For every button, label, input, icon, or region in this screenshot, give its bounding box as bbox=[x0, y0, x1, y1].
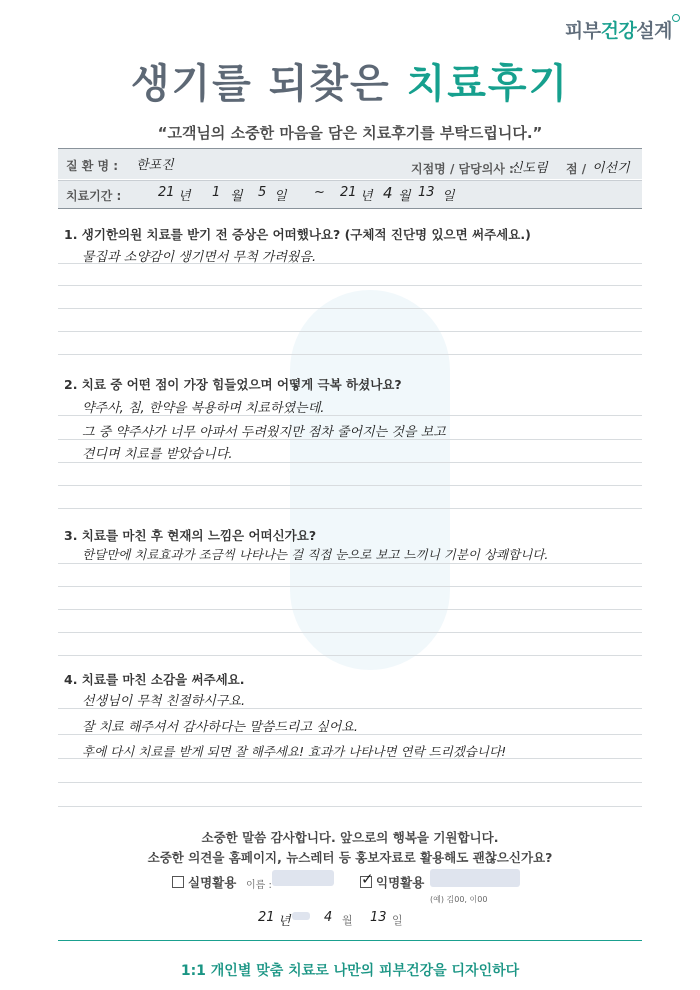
question-1-label: 1. 생기한의원 치료를 받기 전 증상은 어떠했나요? (구체적 진단명 있으면 써주세요.) bbox=[64, 227, 531, 242]
question-2-label: 2. 치료 중 어떤 점이 가장 힘들었으며 어떻게 극복 하셨나요? bbox=[64, 377, 402, 392]
name-field-redacted bbox=[272, 870, 334, 886]
period-end-day-unit: 일 bbox=[442, 189, 455, 204]
branch-value: 신도림 bbox=[510, 161, 548, 176]
page-subtitle: “고객님의 소중한 마음을 담은 치료후기를 부탁드립니다.” bbox=[157, 124, 543, 142]
footer-slogan: 1:1 개인별 맞춤 치료로 나만의 피부건강을 디자인하다 bbox=[180, 963, 520, 979]
period-start-day-unit: 일 bbox=[274, 189, 287, 204]
brand-logo: 피부건강설계 bbox=[564, 20, 672, 42]
anonymous-example: (예) 김00, 이00 bbox=[430, 895, 488, 904]
disease-value: 한포진 bbox=[136, 158, 174, 173]
sign-month: 4 bbox=[324, 910, 333, 925]
question-2-answer-line-1: 약주사, 침, 한약을 복용하며 치료하였는데. bbox=[82, 401, 325, 416]
sign-month-unit: 월 bbox=[342, 914, 353, 927]
period-end-year: 21 bbox=[340, 185, 357, 200]
question-2-answer-line-2: 그 중 약주사가 너무 아파서 두려웠지만 점차 줄어지는 것을 보고 bbox=[82, 425, 446, 440]
period-end-day: 13 bbox=[418, 185, 435, 200]
disease-label: 질 환 명 : bbox=[66, 159, 119, 173]
real-name-option[interactable]: 실명활용 bbox=[172, 873, 236, 891]
period-label: 치료기간 : bbox=[66, 189, 122, 203]
thanks-line-1: 소중한 말씀 감사합니다. 앞으로의 행복을 기원합니다. bbox=[201, 830, 499, 845]
sign-day-unit: 일 bbox=[392, 914, 403, 927]
branch-suffix: 점 / bbox=[566, 162, 587, 176]
question-3-label: 3. 치료를 마친 후 현재의 느낌은 어떠신가요? bbox=[64, 528, 317, 543]
period-start-day: 5 bbox=[258, 185, 267, 200]
background-watermark bbox=[290, 290, 450, 670]
brand-dot-icon bbox=[672, 14, 680, 22]
anonymous-option[interactable]: ✓ 익명활용 bbox=[360, 873, 424, 891]
period-start-month-unit: 월 bbox=[230, 189, 243, 204]
period-end-month: 4 bbox=[383, 184, 393, 202]
branch-label: 지점명 / 담당의사 : bbox=[411, 162, 514, 176]
page-title: 생기를 되찾은 치료후기 bbox=[130, 61, 570, 107]
period-start-year: 21 bbox=[158, 185, 175, 200]
question-3-answer-line-1: 한달만에 치료효과가 조금씩 나타나는 걸 직접 눈으로 보고 느끼니 기분이 상쾌합니다. bbox=[82, 547, 549, 562]
period-end-month-unit: 월 bbox=[398, 189, 411, 204]
question-4-answer-line-2: 잘 치료 해주셔서 감사하다는 말씀드리고 싶어요. bbox=[82, 720, 358, 735]
header-bottom-border bbox=[58, 208, 642, 209]
footer-divider bbox=[58, 940, 642, 941]
period-separator: ~ bbox=[314, 185, 325, 200]
period-start-month: 1 bbox=[212, 185, 221, 200]
sign-year-unit: 년 bbox=[278, 914, 291, 929]
sign-day: 13 bbox=[370, 910, 387, 925]
anonymous-field-redacted bbox=[430, 869, 520, 887]
question-4-answer-line-3: 후에 다시 치료를 받게 되면 잘 해주세요! 효과가 나타나면 연락 드리겠습니다! bbox=[82, 744, 507, 759]
name-field-label: 이름 : bbox=[246, 880, 272, 891]
question-1-answer-line-1: 물집과 소양감이 생기면서 무척 가려웠음. bbox=[82, 250, 317, 265]
sign-year: 21 bbox=[258, 910, 275, 925]
question-4-answer-line-1: 선생님이 무척 친절하시구요. bbox=[82, 694, 246, 709]
question-2-answer-line-3: 견디며 치료를 받았습니다. bbox=[82, 447, 233, 462]
anonymous-checkbox-checked[interactable] bbox=[360, 876, 372, 888]
real-name-checkbox[interactable] bbox=[172, 876, 184, 888]
sign-year-redacted bbox=[292, 912, 310, 920]
thanks-line-2: 소중한 의견을 홈페이지, 뉴스레터 등 홍보자료로 활용해도 괜찮으신가요? bbox=[147, 850, 553, 865]
question-4-label: 4. 치료를 마친 소감을 써주세요. bbox=[64, 672, 245, 687]
doctor-value: 이선기 bbox=[592, 161, 630, 176]
period-end-year-unit: 년 bbox=[360, 189, 373, 204]
period-start-year-unit: 년 bbox=[178, 189, 191, 204]
